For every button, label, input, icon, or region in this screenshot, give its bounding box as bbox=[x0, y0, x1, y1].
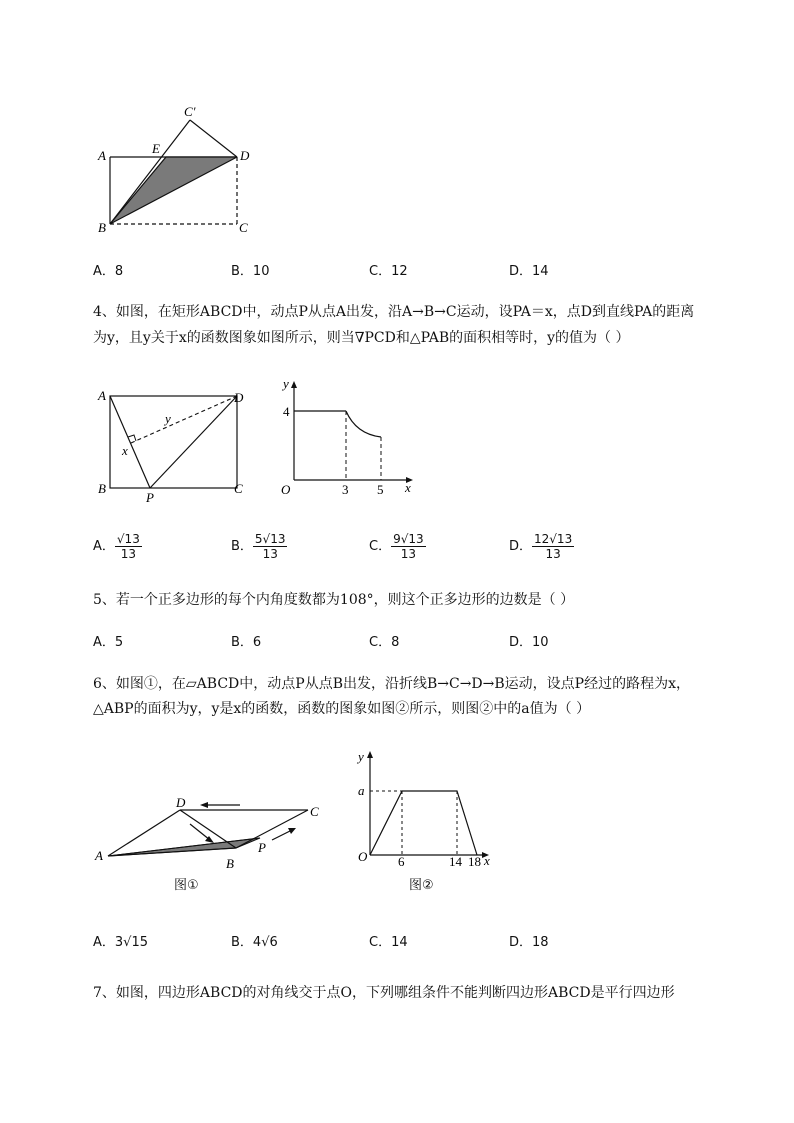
q6-fig1-label-d: D bbox=[176, 795, 186, 810]
q3-figure bbox=[90, 100, 260, 240]
q4-option-d-fraction: $\frac{12√13}{13}$ bbox=[534, 532, 573, 561]
q6-function-graph bbox=[350, 745, 500, 870]
q4-fig-label-b: B bbox=[98, 481, 106, 496]
q3-label-cprime: C′ bbox=[184, 104, 196, 119]
q4-option-a-fraction: $\frac{√13}{13}$ bbox=[116, 532, 140, 561]
q3-option-b: B．10 bbox=[231, 264, 270, 279]
q6-fig2-caption: 图② bbox=[409, 878, 434, 893]
q6-fig1-label-c: C bbox=[310, 804, 319, 819]
q4-rectangle-figure bbox=[92, 385, 257, 505]
q4-fig-label-y: y bbox=[165, 411, 171, 426]
q6-option-a: A．3√15 bbox=[93, 935, 148, 950]
q4-fig-label-p: P bbox=[146, 490, 154, 505]
q4-fig-label-d: D bbox=[234, 390, 244, 405]
q4-option-b: B． $\frac{5√13}{13}$ bbox=[231, 532, 286, 561]
q6-option-d: D．18 bbox=[509, 935, 549, 950]
q3-option-a: A．8 bbox=[93, 264, 124, 279]
q6-option-c: C．14 bbox=[369, 935, 408, 950]
q4-text-line1: 4、如图，在矩形ABCD中，动点P从点A出发，沿A→B→C运动，设PA＝x，点D到直线PA的距离 bbox=[93, 304, 695, 320]
q3-label-e: E bbox=[152, 141, 160, 156]
q6-fig1-caption: 图① bbox=[174, 878, 199, 893]
q6-fig2-origin-label: O bbox=[358, 849, 368, 864]
q6-fig2-a-label: a bbox=[358, 783, 365, 798]
q4-fig-label-c: C bbox=[234, 481, 243, 496]
q4-option-c: C． $\frac{9√13}{13}$ bbox=[369, 532, 424, 561]
q3-label-c: C bbox=[239, 220, 248, 235]
q4-option-a: A． $\frac{√13}{13}$ bbox=[93, 532, 140, 561]
q6-fig2-x-axis-label: x bbox=[484, 853, 490, 868]
q6-parallelogram-figure bbox=[92, 790, 332, 875]
q3-label-b: B bbox=[98, 220, 106, 235]
q4-graph-x-axis-label: x bbox=[405, 480, 411, 495]
q4-option-b-fraction: $\frac{5√13}{13}$ bbox=[254, 532, 286, 561]
q6-text-line2: △ABP的面积为y，y是x的函数，函数的图象如图②所示，则图②中的a值为（ ） bbox=[93, 701, 591, 717]
q3-option-d: D．14 bbox=[509, 264, 549, 279]
q6-fig2-tick-6: 6 bbox=[398, 854, 405, 869]
q7-text-line1: 7、如图，四边形ABCD的对角线交于点O，下列哪组条件不能判断四边形ABCD是平行四边形 bbox=[93, 985, 675, 1001]
q4-graph-x-tick-3: 3 bbox=[342, 482, 349, 497]
q6-text-line1: 6、如图①，在▱ABCD中，动点P从点B出发，沿折线B→C→D→B运动，设点P经过的路程为x， bbox=[93, 676, 690, 692]
q3-label-a: A bbox=[98, 148, 106, 163]
q5-option-d: D．10 bbox=[509, 635, 549, 650]
q5-option-a: A．5 bbox=[93, 635, 124, 650]
q5-option-b: B．6 bbox=[231, 635, 262, 650]
q4-graph-x-tick-5: 5 bbox=[377, 482, 384, 497]
q6-fig2-y-axis-label: y bbox=[358, 749, 364, 764]
q6-fig1-label-p: P bbox=[258, 840, 266, 855]
q6-fig1-label-b: B bbox=[226, 856, 234, 871]
q3-option-c: C．12 bbox=[369, 264, 408, 279]
q6-fig2-tick-14: 14 bbox=[449, 854, 462, 869]
q6-fig2-tick-18: 18 bbox=[468, 854, 481, 869]
q4-text-line2: 为y，且y关于x的函数图象如图所示，则当∇PCD和△PAB的面积相等时，y的值为（ ） bbox=[93, 330, 630, 346]
q4-option-c-fraction: $\frac{9√13}{13}$ bbox=[393, 532, 424, 561]
q6-option-b: B．4√6 bbox=[231, 935, 278, 950]
q4-option-d: D． $\frac{12√13}{13}$ bbox=[509, 532, 573, 561]
q4-fig-label-a: A bbox=[98, 388, 106, 403]
q4-graph-origin-label: O bbox=[281, 482, 291, 497]
q5-option-c: C．8 bbox=[369, 635, 400, 650]
q6-fig1-label-a: A bbox=[95, 848, 103, 863]
q5-text-line1: 5、若一个正多边形的每个内角度数都为108°，则这个正多边形的边数是（ ） bbox=[93, 592, 575, 608]
q4-graph-y-axis-label: y bbox=[283, 376, 289, 391]
q4-function-graph bbox=[270, 376, 420, 501]
q4-graph-y-tick-4: 4 bbox=[283, 404, 290, 419]
q4-fig-label-x: x bbox=[122, 443, 128, 458]
q3-label-d: D bbox=[240, 148, 250, 163]
